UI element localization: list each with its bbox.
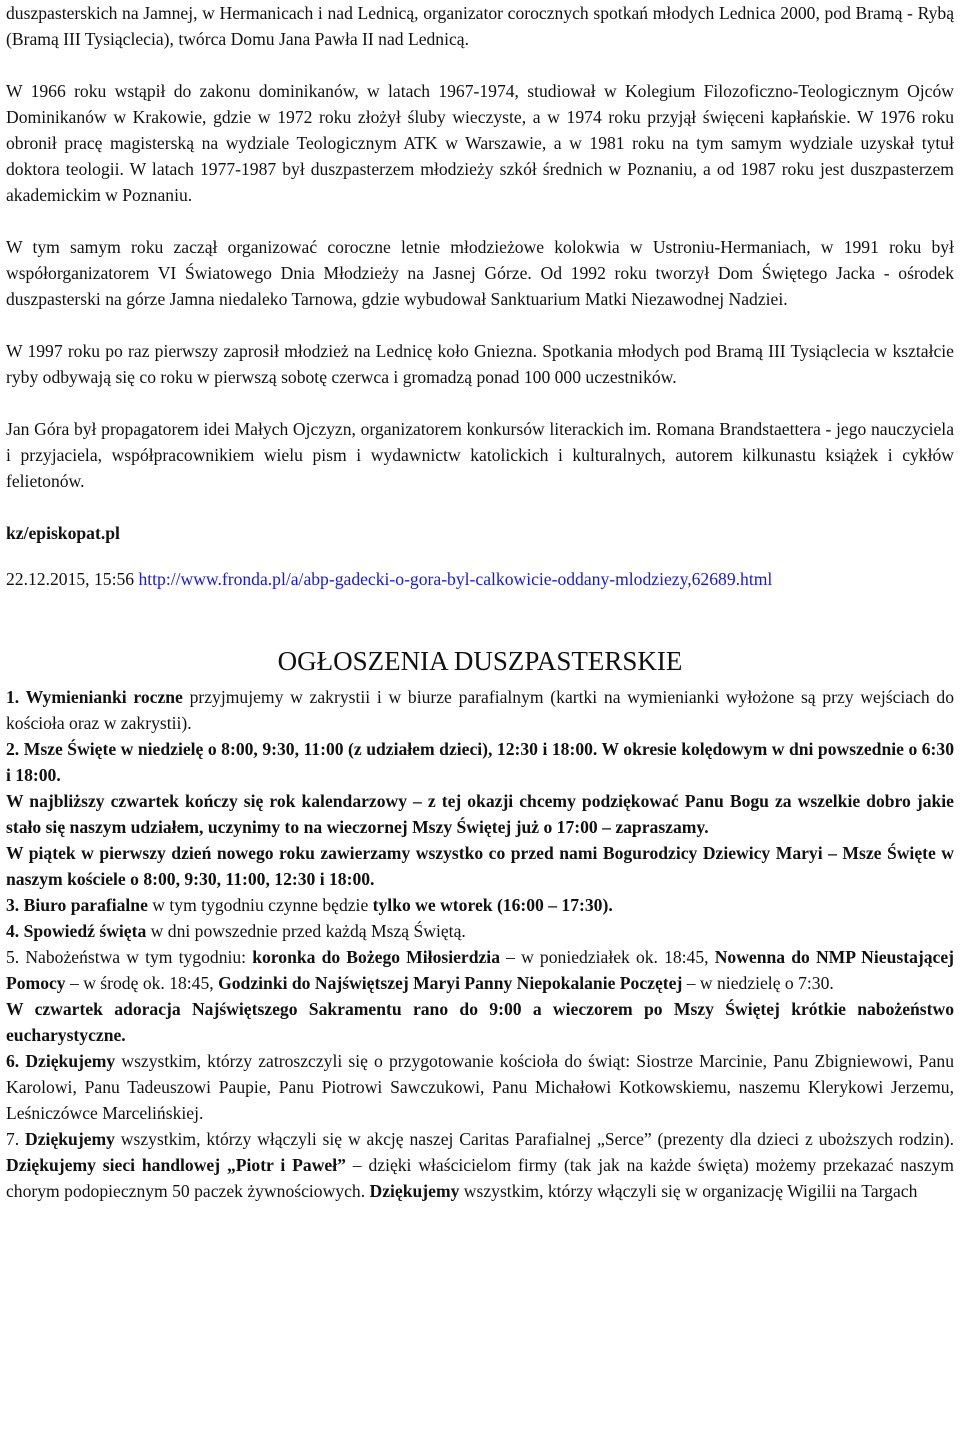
announcement-6-number: 6.	[6, 1051, 26, 1071]
announcement-4-number: 4.	[6, 921, 24, 941]
announcement-4-bold: Spowiedź święta	[23, 921, 147, 941]
announcement-3-number: 3.	[6, 895, 24, 915]
announcement-5-adoration	[6, 996, 954, 1048]
announcement-4	[6, 918, 954, 944]
announcement-5-bold-1: koronka do Bożego Miłosierdzia	[252, 947, 500, 967]
article-paragraph-1: duszpasterskich na Jamnej, w Hermanicach i nad Lednicą, organizator corocznych spotkań młodych Lednica 2000, pod Bramą - Rybą (Bramą III Tysiąclecia), twórca Domu Jana Pawła II nad Lednicą.	[6, 3, 954, 49]
announcement-7	[6, 1126, 954, 1204]
announcement-5-text-1: Nabożeństwa w tym tygodniu:	[25, 947, 253, 967]
announcement-2-number: 2.	[6, 739, 24, 759]
announcement-6-bold: Dziękujemy	[25, 1051, 116, 1071]
announcement-7-bold-2: Dziękujemy sieci handlowej „Piotr i Paweł”	[6, 1155, 346, 1175]
announcement-1	[6, 684, 954, 736]
announcement-5-bold-2: Nowenna do NMP Nieustającej Pomocy	[6, 947, 954, 993]
announcement-4-text: w dni powszednie przed każdą Mszą Świętą.	[146, 921, 466, 941]
announcement-7-bold-1: Dziękujemy	[25, 1129, 115, 1149]
announcement-7-text-2: – dzięki właścicielom firmy (tak jak na każde święta) możemy przekazać naszym chorym podopiecznym 50 paczek żywnościowych.	[6, 1155, 954, 1201]
announcement-5-text-4: – w niedzielę o 7:30.	[682, 973, 834, 993]
announcement-3-bold-1: Biuro parafialne	[23, 895, 148, 915]
announcement-6-text: wszystkim, którzy zatroszczyli się o przygotowanie kościoła do świąt: Siostrze Marcinie, Panu Zbigniewowi, Panu Karolowi, Panu Tadeuszowi Paupie, Panu Piotrowi Sawczukowi, Panu Michałowi Kotkowskiemu, naszemu Klerykowi Jerzemu, Leśniczówce Marcelińskiej.	[6, 1051, 954, 1123]
announcement-2-year-end-bold: W najbliższy czwartek kończy się rok kalendarzowy – z tej okazji chcemy podziękować Panu Bogu za wszelkie dobro jakie stało się naszym udziałem, uczynimy to na wieczornej Mszy Świętej już o 17:00 – zapraszamy.	[6, 791, 954, 837]
announcement-1-text: przyjmujemy w zakrystii i w biurze parafialnym (kartki na wymienianki wyłożone są przy wejściach do kościoła oraz w zakrystii).	[6, 687, 954, 733]
announcement-1-number: 1.	[6, 687, 26, 707]
article-date-line	[6, 566, 954, 592]
announcement-2-new-year-bold: W piątek w pierwszy dzień nowego roku zawierzamy wszystko co przed nami Bogurodzicy Dziewicy Maryi – Msze Święte w naszym kościele o 8:00, 9:30, 11:00, 12:30 i 18:00.	[6, 843, 954, 889]
announcement-2-bold: Msze Święte w niedzielę o 8:00, 9:30, 11:00 (z udziałem dzieci), 12:30 i 18:00. W okresie kolędowym w dni powszednie o 6:30 i 18:00.	[6, 739, 955, 785]
document-page	[6, 0, 954, 1204]
article-source: kz/episkopat.pl	[6, 523, 120, 543]
announcement-5-text-3: – w środę ok. 18:45,	[65, 973, 219, 993]
article-url-link[interactable]: http://www.fronda.pl/a/abp-gadecki-o-gora-byl-calkowicie-oddany-mlodziezy,62689.html	[138, 569, 773, 589]
announcement-5-text-2: – w poniedziałek ok. 18:45,	[500, 947, 715, 967]
announcement-3	[6, 892, 954, 918]
announcement-7-text-1: wszystkim, którzy włączyli się w akcję naszej Caritas Parafialnej „Serce” (prezenty dla dzieci z uboższych rodzin).	[114, 1129, 954, 1149]
announcement-5	[6, 944, 954, 996]
announcement-2-new-year	[6, 840, 954, 892]
announcement-5-adoration-bold: W czwartek adoracja Najświętszego Sakramentu rano do 9:00 a wieczorem po Mszy Świętej krótkie nabożeństwo eucharystyczne.	[6, 999, 954, 1045]
article-paragraph-3: W tym samym roku zaczął organizować coroczne letnie młodzieżowe kolokwia w Ustroniu-Hermaniach, w 1991 roku był współorganizatorem VI Światowego Dnia Młodzieży na Jasnej Górze. Od 1992 roku tworzył Dom Świętego Jacka - ośrodek duszpasterski na górze Jamna niedaleko Tarnowa, gdzie wybudował Sanktuarium Matki Niezawodnej Nadziei.	[6, 237, 954, 309]
announcement-6	[6, 1048, 954, 1126]
article-paragraph-5: Jan Góra był propagatorem idei Małych Ojczyzn, organizatorem konkursów literackich im. Romana Brandstaettera - jego nauczyciela i przyjaciela, współpracownikiem wielu pism i wydawnictw katolickich i kulturalnych, autorem kilkunastu książek i cykłów felietonów.	[6, 419, 954, 491]
announcement-2-year-end	[6, 788, 954, 840]
article-paragraph-2: W 1966 roku wstąpił do zakonu dominikanów, w latach 1967-1974, studiował w Kolegium Filozoficzno-Teologicznym Ojców Dominikanów w Krakowie, gdzie w 1972 roku złożył śluby wieczyste, a w 1974 roku przyjął święceni kapłańskie. W 1976 roku obronił pracę magisterską na wydziale Teologicznym ATK w Warszawie, a w 1981 roku na tym samym wydziale uzyskał tytuł doktora teologii. W latach 1977-1987 był duszpasterzem młodzieży szkół średnich w Poznaniu, a od 1987 roku jest duszpasterzem akademickim w Poznaniu.	[6, 81, 954, 205]
announcements-heading: OGŁOSZENIA DUSZPASTERSKIE	[277, 646, 683, 676]
announcement-3-bold-2: tylko we wtorek (16:00 – 17:30).	[372, 895, 613, 915]
announcement-3-text: w tym tygodniu czynne będzie	[147, 895, 373, 915]
announcement-7-text-3: wszystkim, którzy włączyli się w organizację Wigilii na Targach	[459, 1181, 918, 1201]
announcement-1-bold: Wymienianki roczne	[25, 687, 183, 707]
announcement-5-number: 5.	[6, 947, 26, 967]
article-paragraph-4: W 1997 roku po raz pierwszy zaprosił młodzież na Lednicę koło Gniezna. Spotkania młodych pod Bramą III Tysiąclecia w kształcie ryby odbywają się co roku w pierwszą sobotę czerwca i gromadzą ponad 100 000 uczestników.	[6, 341, 954, 387]
article-date: 22.12.2015, 15:56	[6, 569, 139, 589]
announcement-2	[6, 736, 954, 788]
announcement-5-bold-3: Godzinki do Najświętszej Maryi Panny Niepokalanie Poczętej	[218, 973, 683, 993]
announcement-7-bold-3: Dziękujemy	[369, 1181, 460, 1201]
announcement-7-number: 7.	[6, 1129, 26, 1149]
